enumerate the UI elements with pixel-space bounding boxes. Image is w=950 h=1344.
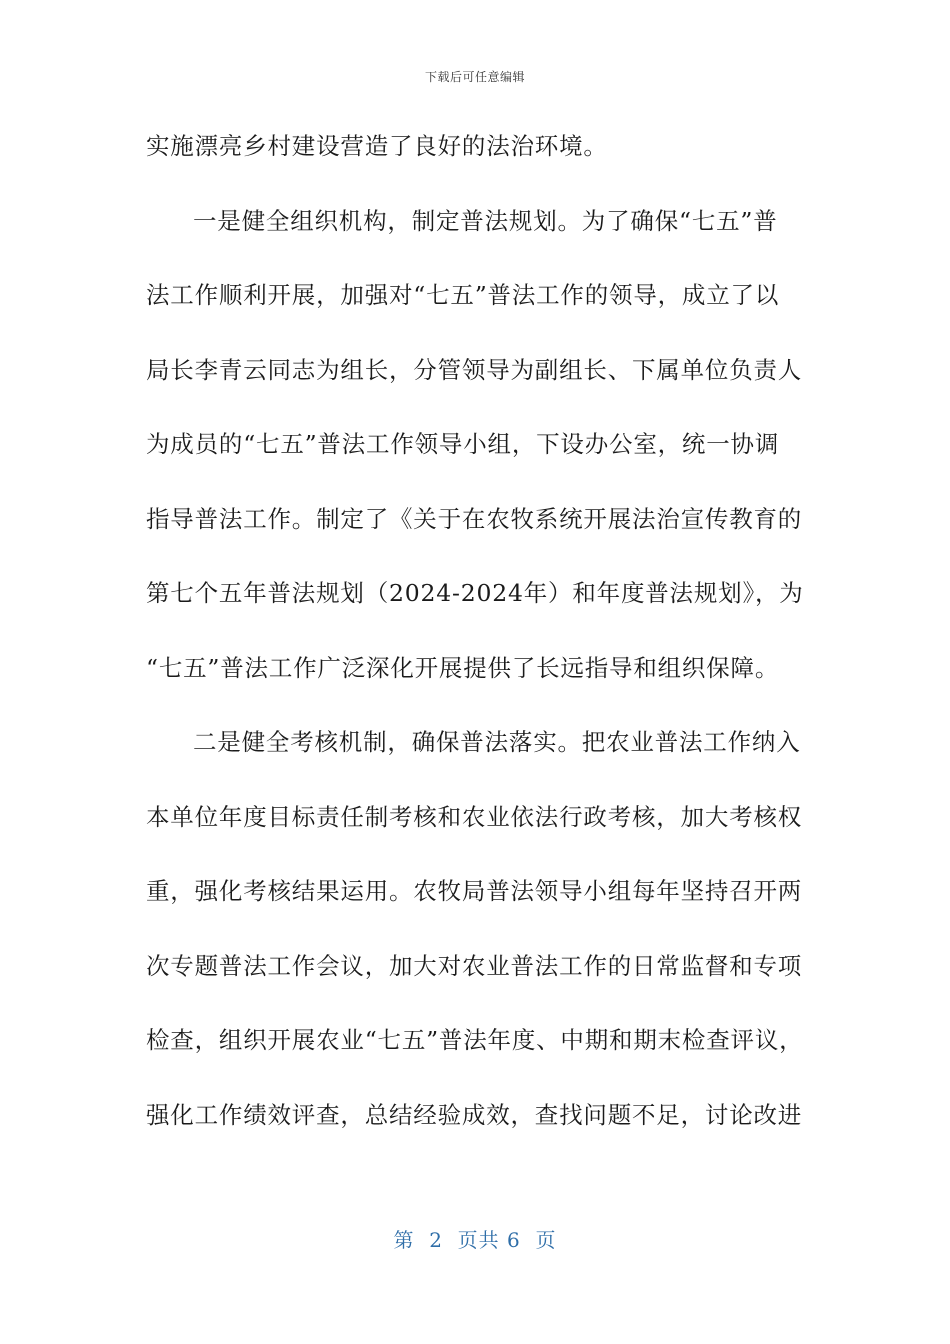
body-line: 检查，组织开展农业“七五”普法年度、中期和期末检查评议， xyxy=(146,1026,804,1054)
body-line: 重，强化考核结果运用。农牧局普法领导小组每年坚持召开两 xyxy=(146,877,803,905)
body-line: 指导普法工作。制定了《关于在农牧系统开展法治宣传教育的 xyxy=(146,504,803,533)
body-line: 实施漂亮乡村建设营造了良好的法治环境。 xyxy=(146,132,608,160)
body-line: 为成员的“七五”普法工作领导小组，下设办公室，统一协调 xyxy=(146,430,780,458)
body-line: 次专题普法工作会议，加大对农业普法工作的日常监督和专项 xyxy=(146,951,803,980)
page-number-footer: 第 2 页共 6 页 xyxy=(393,1228,557,1252)
body-line: “七五”普法工作广泛深化开展提供了长远指导和组织保障。 xyxy=(146,653,780,682)
body-line: 法工作顺利开展，加强对“七五”普法工作的领导，成立了以 xyxy=(146,281,780,309)
paragraph-start-line: 二是健全考核机制，确保普法落实。把农业普法工作纳入 xyxy=(193,728,801,756)
paragraph-start-line: 一是健全组织机构，制定普法规划。为了确保“七五”普 xyxy=(193,206,778,235)
body-line: 第七个五年普法规划（2024-2024年）和年度普法规划》，为 xyxy=(146,579,804,607)
body-line: 本单位年度目标责任制考核和农业依法行政考核，加大考核权 xyxy=(146,802,803,831)
document-body xyxy=(146,123,811,1166)
body-line: 局长李青云同志为组长，分管领导为副组长、下属单位负责人 xyxy=(146,355,803,384)
body-line: 强化工作绩效评查，总结经验成效，查找问题不足，讨论改进 xyxy=(146,1100,803,1129)
page-header-note: 下载后可任意编辑 xyxy=(424,70,525,84)
